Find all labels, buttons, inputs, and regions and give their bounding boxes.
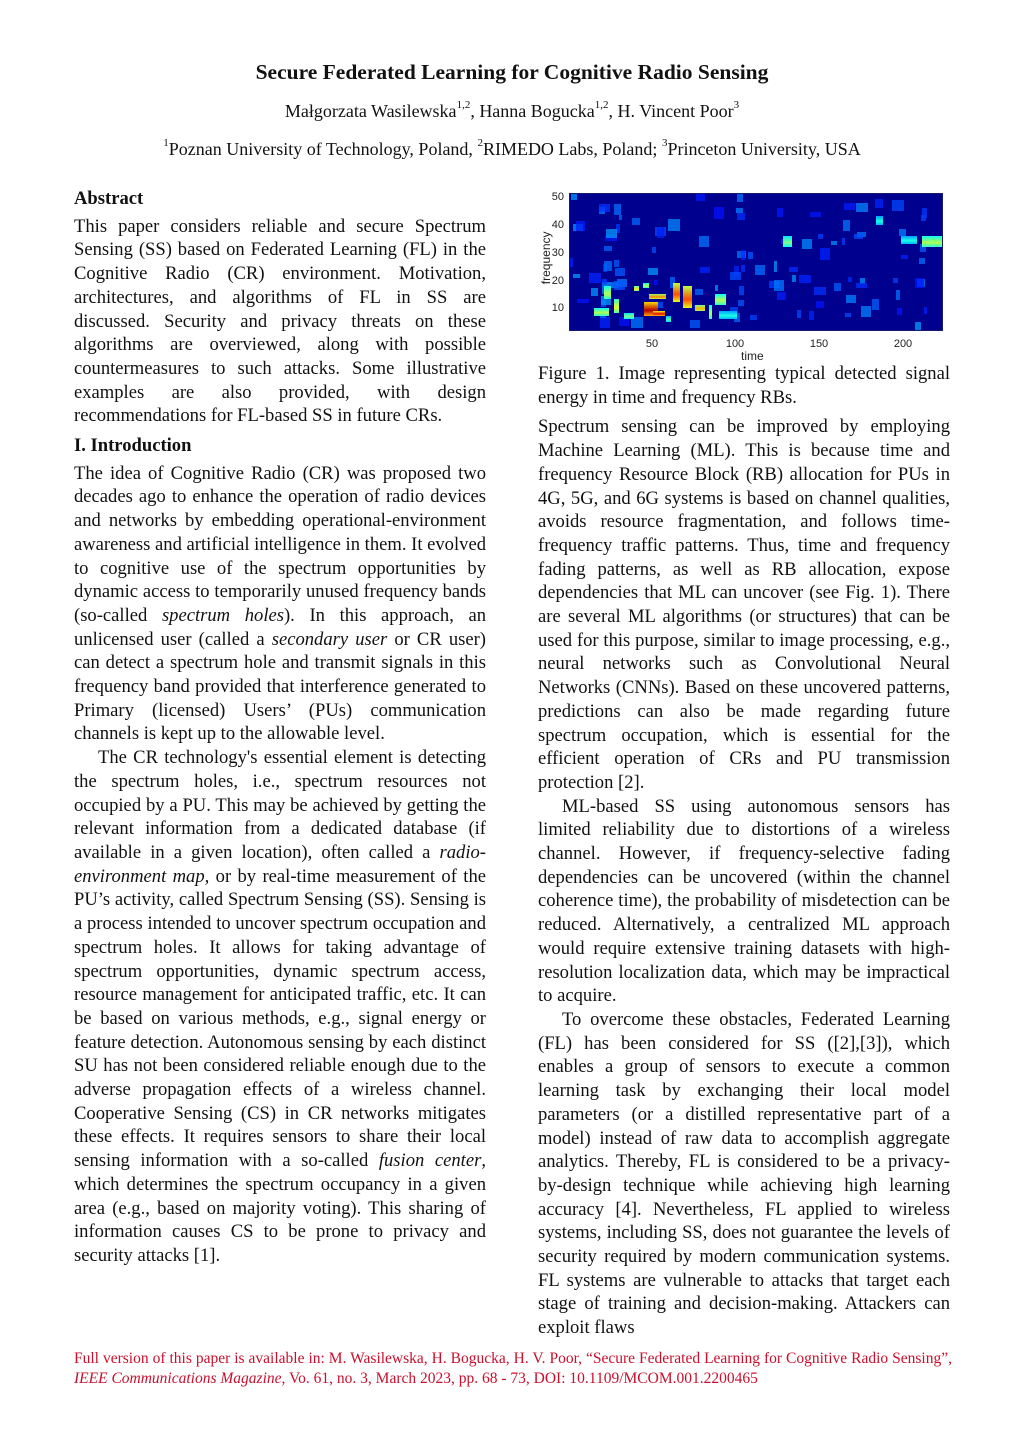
- heatmap-cell: [846, 295, 855, 303]
- heatmap-cell: [604, 261, 612, 271]
- heatmap-block: [783, 236, 791, 247]
- heatmap-cell: [589, 273, 601, 282]
- heatmap-cell: [856, 203, 868, 212]
- author-affiliation-sup: 3: [733, 99, 740, 111]
- heatmap-block: [709, 305, 712, 319]
- heatmap-cell: [604, 246, 612, 251]
- intro-paragraph-4: ML-based SS using autonomous sensors has limited reliability due to distortions of a wireless channel. However, if frequency-selective fading dependencies can be uncovered (within the channel coherence time), the probability of misdetection can be reduced. Alternatively, a centralized ML approach would require extensive training datasets with high-resolution localization data, which may be impractical to acquire.: [538, 795, 950, 1007]
- heatmap-cell: [789, 267, 798, 272]
- heatmap-cell: [573, 274, 580, 279]
- heatmap-cell: [893, 278, 898, 282]
- y-tick: 30: [551, 247, 564, 259]
- heatmap-block: [624, 313, 634, 319]
- heatmap-cell: [750, 315, 757, 320]
- emphasis-spectrum-holes: spectrum holes: [161, 604, 284, 626]
- heatmap-cell: [915, 322, 921, 331]
- heatmap-cell: [602, 279, 606, 284]
- left-column: [74, 187, 486, 1268]
- heatmap-cell: [591, 288, 599, 296]
- heatmap-cell: [614, 260, 619, 267]
- figure-caption: Figure 1. Image representing typical detected signal energy in time and frequency RBs.: [538, 363, 950, 408]
- text-run: , which determines the spectrum occupancy in a given area (e.g., based on majority voting). This sharing of information causes CS to be prone to privacy and security attacks [1].: [74, 1150, 486, 1266]
- heatmap-block: [594, 308, 609, 316]
- heatmap-block: [876, 216, 883, 224]
- heatmap-block: [901, 236, 916, 244]
- heatmap-cell: [872, 299, 879, 310]
- full-version-citation: [74, 1349, 952, 1388]
- text-run: ). In this approach, an unlicensed user (called a: [74, 604, 487, 650]
- heatmap-cell: [901, 255, 908, 260]
- heatmap-cell: [814, 287, 826, 295]
- heatmap-cell: [632, 218, 640, 225]
- journal-name: IEEE Communications Magazine: [74, 1369, 282, 1387]
- heatmap-cell: [738, 300, 744, 306]
- text-run: Full version of this paper is available in: M. Wasilewska, H. Bogucka, H. V. Poor, “Secure Federated Learning for Cognitive Radio Sensing”,: [74, 1350, 952, 1367]
- heatmap-cell: [861, 306, 872, 316]
- heatmap-cell: [922, 208, 927, 217]
- heatmap-cell: [897, 308, 902, 315]
- heatmap-cell: [699, 236, 709, 247]
- heatmap-cell: [845, 313, 851, 317]
- y-tick: 40: [551, 219, 564, 231]
- x-tick: 200: [893, 338, 913, 350]
- heatmap-cell: [777, 208, 783, 217]
- heatmap-cell: [668, 219, 680, 230]
- heatmap-cell: [919, 258, 926, 263]
- heatmap-cell: [714, 207, 723, 219]
- heatmap-cell: [802, 239, 812, 249]
- heatmap-cell: [654, 280, 658, 285]
- heatmap-cell: [619, 215, 622, 221]
- heatmap-cell: [741, 265, 745, 272]
- heatmap-cell: [818, 234, 823, 239]
- intro-paragraph-3: Spectrum sensing can be improved by employing Machine Learning (ML). This is because time and frequency Resource Block (RB) allocation for PUs in 4G, 5G, and 6G systems is based on channel qualities, avoids resource fragmentation, and follows time-frequency traffic patterns. Thus, time and frequency fading patterns, as well as RB allocation, expose dependencies that ML can uncover (see Fig. 1). There are several ML algorithms (or structures) that can be used for this purpose, similar to image processing, e.g., neural networks such as Convolutional Neural Networks (CNNs). Based on these uncovered patterns, predictions can also be made regarding future spectrum occupation, which is essential for the efficient operation of CRs and PU transmission protection [2].: [538, 416, 950, 793]
- emphasis-radio-environment-map: radio-environment map,: [74, 841, 486, 887]
- heatmap-cell: [843, 220, 850, 231]
- heatmap-cell: [896, 290, 900, 300]
- y-tick: 10: [551, 302, 564, 314]
- heatmap-cell: [816, 301, 824, 308]
- x-tick: 150: [809, 338, 829, 350]
- x-tick: 50: [645, 338, 659, 350]
- text-run: The CR technology's essential element is detecting the spectrum holes, i.e., spectrum resources not occupied by a PU. This may be achieved by getting the relevant information from a dedicated database (if available in a given location), often called a: [74, 747, 486, 863]
- heatmap-cell: [848, 277, 852, 282]
- heatmap-cell: [570, 258, 573, 267]
- heatmap-cell: [614, 281, 625, 289]
- heatmap-block: [653, 311, 665, 317]
- intro-paragraph-5: To overcome these obstacles, Federated Learning (FL) has been considered for SS ([2],[3]), which enables a group of sensors to execute a common learning task by exchanging their local model parameters (or a distilled representative part of a model) instead of raw data to accomplish aggregate analytics. Thereby, FL is considered to be a privacy-by-design technique while achieving high learning accuracy [4]. Nevertheless, FL applied to wireless systems, including SS, does not guarantee the levels of security required by modern communication systems. FL systems are vulnerable to attacks that target each stage of training and decision-making. Attackers can exploit flaws: [538, 1008, 950, 1339]
- heatmap-cell: [875, 199, 883, 208]
- abstract-heading: Abstract: [74, 188, 144, 209]
- heatmap-cell: [797, 310, 801, 318]
- heatmap-cell: [695, 289, 702, 295]
- heatmap-plot: [569, 193, 943, 331]
- heatmap-cell: [777, 292, 786, 300]
- heatmap-cell: [739, 286, 744, 295]
- text-run: or by real-time measurement of the PU’s activity, called Spectrum Sensing (SS). Sensing is a process intended to uncover spectrum occupation and spectrum holes. It allows for taking advantage of spectrum opportunities, dynamic spectrum access, resource management for anticipated traffic, etc. It can be based on various methods, e.g., signal energy or feature detection. Autonomous sensing by each distinct SU has not been considered reliable enough due to the adverse propagation effects of a wireless channel. Cooperative Sensing (CS) in CR networks mitigates these effects. It requires sensors to share their local sensing information with a so-called: [74, 865, 487, 1172]
- heatmap-block: [614, 299, 619, 313]
- x-tick: 100: [725, 338, 745, 350]
- x-axis-label: time: [741, 349, 764, 363]
- text-run: , Vo. 61, no. 3, March 2023, pp. 68 - 73, DOI: 10.1109/MCOM.001.2200465: [281, 1369, 758, 1387]
- heatmap-block: [643, 283, 650, 289]
- heatmap-cell: [700, 267, 711, 273]
- heatmap-cell: [606, 229, 617, 238]
- author-list: Małgorzata Wasilewska$^{1,2}$, Hanna Bogucka$^{1,2}$, H. Vincent Poor$^3$: [284, 99, 740, 121]
- heatmap-block: [922, 236, 942, 247]
- heatmap-cell: [737, 194, 744, 202]
- affiliation-list: [0, 139, 1024, 160]
- heatmap-block: [666, 316, 671, 322]
- emphasis-fusion-center: fusion center: [378, 1150, 482, 1172]
- heatmap-cell: [576, 221, 585, 231]
- heatmap-block: [649, 294, 666, 300]
- heatmap-cell: [748, 252, 753, 260]
- heatmap-cell: [856, 283, 867, 288]
- heatmap-cell: [571, 194, 576, 200]
- heatmap-cell: [690, 320, 700, 328]
- heatmap-cell: [854, 234, 864, 239]
- heatmap-cell: [842, 238, 845, 245]
- heatmap-block: [695, 305, 705, 311]
- author-affiliation-sup: 1,2: [456, 99, 471, 111]
- intro-paragraph-1: [74, 462, 486, 746]
- heatmap-cell: [915, 278, 924, 288]
- affiliation: Princeton University, USA: [667, 139, 861, 159]
- author-name: Małgorzata Wasilewska: [284, 101, 457, 121]
- author-name: H. Vincent Poor: [617, 101, 734, 121]
- heatmap-cell: [810, 212, 820, 217]
- heatmap-cell: [774, 280, 784, 291]
- y-axis-label: frequency: [539, 231, 554, 285]
- right-column: [538, 186, 950, 1340]
- heatmap-cell: [774, 261, 777, 273]
- heatmap-cell: [844, 203, 855, 211]
- heatmap-cell: [715, 285, 718, 291]
- figure-1: [538, 186, 950, 363]
- heatmap-block: [634, 286, 639, 292]
- paper-title: Secure Federated Learning for Cognitive Radio Sensing: [255, 60, 769, 84]
- affiliation: RIMEDO Labs, Poland;: [482, 139, 658, 159]
- y-tick: 50: [551, 191, 564, 203]
- heatmap-block: [604, 286, 611, 300]
- author-affiliation-sup: 1,2: [594, 99, 609, 111]
- heatmap-cell: [924, 307, 928, 314]
- heatmap-cell: [599, 204, 610, 212]
- affiliation-sup: 2: [477, 137, 483, 149]
- heatmap-cell: [737, 213, 744, 220]
- heatmap-cell: [577, 299, 589, 303]
- text-run: or CR user) can detect a spectrum hole and transmit signals in this frequency band provided that interference generated to Primary (licensed) Users’ (PUs) communication channels is kept up to the allowable level.: [74, 628, 486, 745]
- introduction-heading: I. Introduction: [74, 435, 192, 457]
- heatmap-cell: [648, 268, 658, 274]
- heatmap-cell: [652, 247, 656, 253]
- heatmap-cell: [615, 268, 625, 276]
- author-name: Hanna Bogucka: [479, 101, 595, 121]
- heatmap-cell: [792, 275, 796, 282]
- heatmap-block: [715, 294, 725, 305]
- heatmap-cell: [658, 302, 663, 308]
- heatmap-cell: [657, 227, 664, 238]
- heatmap-block: [683, 286, 691, 308]
- affiliation: Poznan University of Technology, Poland,: [168, 139, 473, 159]
- heatmap-cell: [696, 193, 705, 201]
- heatmap-cell: [809, 311, 814, 320]
- heatmap-cell: [600, 317, 610, 328]
- heatmap-block: [719, 311, 738, 319]
- affiliation-sup: 1: [163, 137, 169, 149]
- heatmap-cell: [741, 250, 745, 260]
- heatmap-block: [673, 283, 680, 302]
- abstract-text: This paper considers reliable and secure Spectrum Sensing (SS) based on Federated Learning (FL) in the Cognitive Radio (CR) environment. Motivation, architectures, and algorithms of FL in SS are discussed. Security and privacy threats on these algorithms are overviewed, along with possible countermeasures to such attacks. Some illustrative examples are also provided, with design recommendations for FL-based SS in future CRs.: [74, 215, 486, 427]
- intro-paragraph-2: [74, 746, 486, 1267]
- text-run: The idea of Cognitive Radio (CR) was proposed two decades ago to enhance the operation of radio devices and networks by embedding operational-environment awareness and artificial intelligence in them. It evolved to cognitive use of the spectrum opportunities by dynamic access to temporarily unused frequency bands (so-called: [74, 462, 486, 626]
- affiliation-sup: 3: [661, 137, 668, 149]
- heatmap-cell: [820, 248, 830, 260]
- heatmap-cell: [831, 241, 837, 246]
- heatmap-cell: [799, 275, 811, 284]
- emphasis-secondary-user: secondary user: [271, 628, 388, 650]
- heatmap-cell: [730, 272, 741, 280]
- heatmap-cell: [892, 200, 904, 210]
- y-tick: 20: [551, 275, 564, 287]
- heatmap-cell: [834, 283, 841, 291]
- heatmap-cell: [755, 265, 765, 275]
